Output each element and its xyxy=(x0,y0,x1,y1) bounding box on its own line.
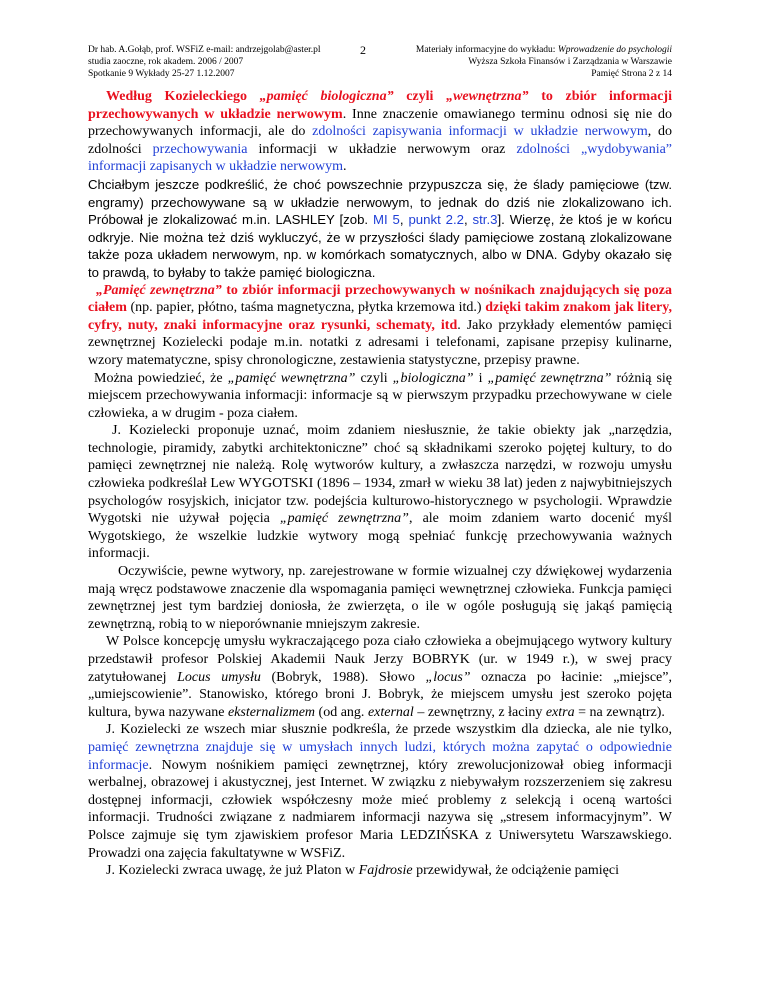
p4-text: różnią się miejscem przechowywania informacji: informacje są w pierwszym przypadku przechowywane w ciele człowieka, a w drugim - poza ciałem. xyxy=(88,370,672,421)
p3-text: . Jako przykłady elementów pamięci zewnętrznej Kozielecki podaje m.in. notatki z adresami i telefonami, zapisane przepisy kulinarne, wzory matematyczne, spisy chronologiczne, zestawienia statystyczne, przepisy prawne. xyxy=(88,317,673,368)
header-course-line xyxy=(416,44,672,56)
p7-term-externalism: eksternalizmem xyxy=(227,704,316,720)
header-left xyxy=(88,44,321,80)
p1-text: . xyxy=(343,159,347,175)
paragraph-plato xyxy=(88,862,672,880)
p3-definition: to zbiór informacji przechowywanych w nośnikach znajdujących się poza ciałem xyxy=(88,282,672,316)
p3-term-external: „Pamięć zewnętrzna” xyxy=(96,282,222,298)
p7-book-title: Locus umysłu xyxy=(177,669,261,685)
p2-text: , xyxy=(399,212,409,228)
p1-text: . Inne znaczenie omawianego terminu odnosi się nie do przechowywanych informacji, ale do xyxy=(88,106,672,140)
header-page-info: Pamięć Strona 2 z 14 xyxy=(591,69,672,79)
p3-signs: dzięki takim znakom jak litery, cyfry, nuty, znaki informacyjne oraz rysunki, schematy, itd xyxy=(88,300,672,333)
header-school-line: Wyższa Szkoła Finansów i Zarządzania w Warszawie xyxy=(468,57,672,67)
p1-highlight-storage: przechowywania xyxy=(152,141,248,157)
p8-text: J. Kozielecki ze wszech miar słusznie podkreśla, że przede wszystkim dla dziecka, ale nie tylko, xyxy=(106,722,672,738)
p7-text: (od ang. xyxy=(315,704,368,720)
document-body xyxy=(88,88,672,880)
header-meeting-line: Spotkanie 9 Wykłady 25-27 1.12.2007 xyxy=(88,69,235,79)
p3-text: (np. papier, płótno, taśma magnetyczna, płytka krzemowa itd.) xyxy=(126,300,486,316)
header-right xyxy=(416,44,672,80)
p2-text: Chciałbym jeszcze podkreślić, że choć powszechnie przypuszcza się, że ślady pamięciowe (tzw. engramy) przechowywane są w układzie nerwowym, to jednak do dziś nie zlokalizowano ich. Próbował je zlokalizować m.in. LASHLEY [zob. xyxy=(88,176,672,228)
paragraph-bobryk xyxy=(88,633,672,721)
p8-highlight-other-minds: pamięć zewnętrzna znajduje się w umysłach innych ludzi, których można zapytać o odpowiednie informacje xyxy=(88,739,672,773)
p1-term-biological: „pamięć biologiczna” xyxy=(259,89,394,104)
p9-book-title: Fajdrosie xyxy=(358,863,413,879)
p2-text: , xyxy=(463,212,473,228)
paragraph-comparison xyxy=(88,370,672,423)
p7-term-extra: extra xyxy=(545,704,575,720)
header-course-prefix: Materiały informacyjne do wykładu: xyxy=(415,45,558,55)
p1-text: Według Kozieleckiego xyxy=(106,89,260,104)
p7-text: (Bobryk, 1988). Słowo xyxy=(260,669,426,685)
p1-text: czyli xyxy=(393,89,447,104)
p4-term: „biologiczna” xyxy=(392,370,474,386)
p5-text: , ale moim zdaniem warto docenić myśl Wygotskiego, że wszelkie ludzkie wytwory mogą spełniać funkcję przechowywania ważnych informacji. xyxy=(88,511,673,562)
paragraph-external-memory xyxy=(88,282,672,370)
p7-term-external: external xyxy=(367,704,414,720)
p1-definition: to zbiór informacji przechowywanych w układzie nerwowym xyxy=(88,89,672,122)
p4-text: Można powiedzieć, że xyxy=(94,370,228,386)
p1-text: , do zdolności xyxy=(88,124,672,157)
p1-highlight-recording: zdolności zapisywania informacji w układzie nerwowym xyxy=(312,124,648,140)
p5-term: „pamięć zewnętrzna” xyxy=(279,511,409,527)
page-number: 2 xyxy=(360,43,366,57)
p9-text: J. Kozielecki zwraca uwagę, że już Platon w xyxy=(106,863,359,879)
p6-text: Oczywiście, pewne wytwory, np. zarejestrowane w formie wizualnej czy dźwiękowej wydarzenia mają wręcz podstawowe znaczenie dla wspomagania pamięci wewnętrznej człowieka. Funkcja pamięci zewnętrznej jest tym bardziej doniosła, że zwierzęta, o ile w ogóle posługują się jakąś pamięcią zewnętrzną, robią to w nieporównanie mniejszym zakresie. xyxy=(88,564,672,632)
paragraph-artifacts xyxy=(88,563,672,633)
p2-text: ]. Wierzę, że ktoś je w końcu odkryje. Nie można też dziś wykluczyć, że w przyszłości ślady pamięciowe zostaną zlokalizowane także poza układem nerwowym, np. w komórkach somatycznych, albo w DNA. Gdyby okazało się to prawdą, to byłaby to także pamięć biologiczna. xyxy=(88,212,673,280)
p8-text: . Nowym nośnikiem pamięci zewnętrznej, który zrewolucjonizował obieg informacji werbalnej, obrazowej i akustycznej, jest Internet. W związku z niebywałym rozszerzeniem się zakresu dostępnej informacji, człowiek współczesny może mieć problemy z selekcją i oceną wartości informacji. Trudności związane z nadmiarem informacji nazywa się „stresem informacyjnym”. W Polsce zajmuje się tym zjawiskiem profesor Maria LEDZIŃSKA z Uniwersytetu Warszawskiego. Prowadzi ona zajęcia fakultatywne w WSFiZ. xyxy=(88,757,672,861)
p7-term-locus: „locus” xyxy=(425,669,471,685)
p4-term: „pamięć wewnętrzna” xyxy=(227,370,356,386)
p7-text: = na zewnątrz). xyxy=(574,704,665,720)
p7-text: – zewnętrzny, z łaciny xyxy=(413,704,546,720)
header-studies-line: studia zaoczne, rok akadem. 2006 / 2007 xyxy=(88,57,244,67)
paragraph-biological-memory xyxy=(88,88,672,176)
paragraph-internet xyxy=(88,721,672,862)
link-mi5[interactable]: MI 5 xyxy=(373,212,400,228)
p1-term-internal: „wewnętrzna” xyxy=(446,89,529,104)
p4-text: i xyxy=(473,370,488,386)
link-page-3[interactable]: str.3 xyxy=(472,212,498,228)
page-header xyxy=(88,44,672,94)
p7-text: W Polsce koncepcję umysłu wykraczającego poza ciało człowieka a obejmującego wytwory kultury przedstawił profesor Polskiej Akademii Nauk Jerzy BOBRYK (ur. w 1949 r.), w swej pracy zatytułowanej xyxy=(88,634,672,685)
p4-text: czyli xyxy=(355,370,393,386)
p5-text: J. Kozielecki proponuje uznać, moim zdaniem niesłusznie, że takie obiekty jak „narzędzia, technologie, piramidy, zabytki architektoniczne” choć są składnikami szeroko pojętej kultury, to do pamięci zewnętrznej nie należą. Rolę wytworów kultury, a zwłaszcza narzędzi, w rozwoju umysłu człowieka podkreślał Lew WYGOTSKI (1896 – 1934, zmarł w wieku 38 lat) jeden z najwybitniejszych psychologów rosyjskich, inicjator tzw. podejścia kulturowo-historycznego w psychologii. Wprawdzie Wygotski nie używał pojęcia xyxy=(88,423,672,527)
paragraph-engrams xyxy=(88,176,672,282)
p9-text: przewidywał, że odciążenie pamięci xyxy=(412,863,619,879)
link-point-2-2[interactable]: punkt 2.2 xyxy=(408,212,464,228)
header-course-title: Wprowadzenie do psychologii xyxy=(557,45,672,55)
p1-text: informacji w układzie nerwowym oraz xyxy=(247,141,517,157)
p7-text: oznacza po łacinie: „miejsce”, „umiejscowienie”. Stanowisko, którego broni J. Bobryk, że miejscem umysłu jest szeroko pojęta kultura, bywa nazywane xyxy=(88,669,672,720)
header-author-line: Dr hab. A.Gołąb, prof. WSFiZ e-mail: andrzejgolab@aster.pl xyxy=(88,45,321,55)
p4-term: „pamięć zewnętrzna” xyxy=(487,370,612,386)
p1-highlight-retrieval: zdolności „wydobywania” informacji zapisanych w układzie nerwowym xyxy=(88,141,673,175)
paragraph-vygotsky xyxy=(88,422,672,563)
